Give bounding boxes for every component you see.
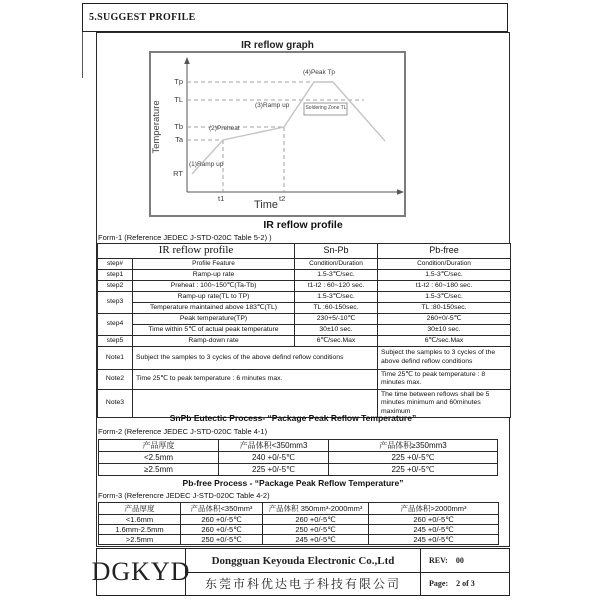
cell: 245 +0/-5℃ (369, 525, 499, 535)
cell: Time 25℃ to peak temperature : 6 minutes max. (133, 369, 378, 389)
cell: Subject the samples to 3 cycles of the above defind reflow conditions (378, 346, 511, 369)
company-name-cn: 东莞市科优达电子科技有限公司 (204, 577, 401, 591)
company-logo: DGKYD (97, 549, 186, 595)
form3-header: 产品体积 350mm³-2000mm³ (263, 503, 369, 515)
cell: 1.5-3℃/sec. (378, 269, 511, 280)
cell: t1-t2 : 60~120 sec. (295, 280, 378, 291)
cell: Ramp-up rate(TL to TP) (133, 291, 295, 302)
page-title-box (82, 3, 508, 32)
cell: 6℃/sec.Max (295, 335, 378, 346)
cell: step1 (98, 269, 133, 280)
ytick-ta: Ta (175, 135, 183, 144)
footer-company-block (186, 549, 421, 595)
footer-rev-page-block (421, 549, 509, 595)
form1-subheader-pbfree: Condition/Duration (378, 258, 511, 269)
cell: Peak temperature(TP) (133, 313, 295, 324)
cell: 6℃/sec.Max (378, 335, 511, 346)
form3-header: 产品厚度 (99, 503, 181, 515)
form3-header: 产品体积>2000mm³ (369, 503, 499, 515)
table-row (99, 525, 499, 535)
section3-title: Pb-free Process - “Package Peak Reflow Temperature” (182, 478, 404, 488)
cell: Ramp-down rate (133, 335, 295, 346)
form2-header: 产品体积<350mm3 (219, 440, 329, 452)
table-row (98, 369, 511, 389)
form3-label: Form-3 (Referencre JEDEC J-STD-020C Table 4-2) (98, 491, 270, 500)
cell: 30±10 sec. (295, 324, 378, 335)
left-border-remnant (82, 32, 83, 78)
x-axis-title: Time (253, 199, 279, 211)
cell: 260 +0/-5℃ (369, 515, 499, 525)
xtick-t2: t2 (279, 194, 286, 203)
cell: step2 (98, 280, 133, 291)
ytick-rt: RT (173, 169, 183, 178)
form1-header-snpb: Sn-Pb (295, 244, 378, 259)
cell: 260 +0/-5℃ (181, 515, 263, 525)
cell: 1.5-3℃/sec. (295, 291, 378, 302)
annotation-ramp-up-1: (1)Ramp up (189, 161, 224, 168)
form3-header: 产品体积<350mm³ (181, 503, 263, 515)
cell: Note3 (98, 389, 133, 417)
soldering-zone-label: Soldering Zone TL (305, 105, 347, 111)
cell: Note2 (98, 369, 133, 389)
cell: 225 +0/-5℃ (329, 464, 498, 476)
cell: >2.5mm (99, 535, 181, 545)
y-axis-arrow-icon (184, 57, 190, 64)
cell: 1.5-3℃/sec. (295, 269, 378, 280)
table-row (98, 313, 511, 324)
cell: step4 (98, 313, 133, 335)
table-row (98, 280, 511, 291)
form3-table (98, 502, 499, 545)
table-row (98, 346, 511, 369)
cell: 260 +0/-5℃ (181, 525, 263, 535)
form1-label: Form-1 (Reference JEDEC J-STD-020C Table 5-2) ) (98, 233, 272, 242)
cell: 30±10 sec. (378, 324, 511, 335)
cell: t1-t2 : 60~180 sec. (378, 280, 511, 291)
cell: 225 +0/-5℃ (329, 452, 498, 464)
rev-label: REV: (429, 556, 448, 565)
table-row (99, 464, 498, 476)
cell: 260 +0/-5℃ (263, 515, 369, 525)
cell: Time within 5℃ of actual peak temperature (133, 324, 295, 335)
graph-title: IR reflow graph (241, 40, 314, 51)
form1-subheader-snpb: Condition/Duration (295, 258, 378, 269)
cell: Time 25℃ to peak temperature : 8 minutes max. (378, 369, 511, 389)
page-value: 2 of 3 (456, 579, 475, 588)
form1-subheader-step: step# (98, 258, 133, 269)
company-name-en: Dongguan Keyouda Electronic Co.,Ltd (211, 554, 395, 567)
cell: 250 +0/-5℃ (263, 525, 369, 535)
table-row (98, 324, 511, 335)
section2-title: SnPb Eutectic Process- “Package Peak Reflow Temperature” (169, 413, 417, 423)
cell: 250 +0/-5℃ (181, 535, 263, 545)
y-axis-title: Temperature (151, 100, 162, 154)
cell: Temperature maintained above 183℃(TL) (133, 302, 295, 313)
cell: step3 (98, 291, 133, 313)
cell: <2.5mm (99, 452, 219, 464)
page-title: 5.SUGGEST PROFILE (89, 12, 196, 23)
form1-table (97, 243, 511, 418)
annotation-ramp-up-3: (3)Ramp up (255, 102, 290, 109)
table-row (98, 335, 511, 346)
table-row (98, 302, 511, 313)
table-row (99, 452, 498, 464)
cell: 260+0/-5℃ (378, 313, 511, 324)
form1-subheader-feature: Profile Feature (133, 258, 295, 269)
ytick-tp: Tp (174, 77, 183, 86)
ytick-tb: Tb (174, 122, 183, 131)
cell: Subject the samples to 3 cycles of the above defind reflow conditions (133, 346, 378, 369)
form1-header-pbfree: Pb-free (378, 244, 511, 259)
cell: ≥2.5mm (99, 464, 219, 476)
cell: 245 +0/-5℃ (263, 535, 369, 545)
table-row (98, 269, 511, 280)
x-axis-arrow-icon (397, 189, 404, 195)
footer (91, 548, 510, 596)
cell: Note1 (98, 346, 133, 369)
ir-reflow-graph (149, 51, 406, 217)
annotation-peak: (4)Peak Tp (303, 69, 336, 76)
cell: 1.5-3℃/sec. (378, 291, 511, 302)
graph-canvas (151, 53, 404, 215)
section1-title: IR reflow profile (263, 219, 343, 231)
ytick-tl: TL (174, 95, 183, 104)
cell: TL :80-150sec. (378, 302, 511, 313)
cell: The time between reflows shall be 5 minutes minimum and 60minutes maximum (378, 389, 511, 417)
cell: Preheat : 100~150℃(Ta-Tb) (133, 280, 295, 291)
xtick-t1: t1 (218, 194, 225, 203)
cell: 230+5/-10℃ (295, 313, 378, 324)
form2-label: Form-2 (Reference JEDEC J-STD-020C Table 4-1) (98, 427, 268, 436)
form2-header: 产品体积≥350mm3 (329, 440, 498, 452)
annotation-preheat: (2)Preheat (209, 125, 240, 132)
cell: 245 +0/-5℃ (369, 535, 499, 545)
table-row (99, 535, 499, 545)
cell: Ramp-up rate (133, 269, 295, 280)
cell: 1.6mm-2.5mm (99, 525, 181, 535)
table-row (98, 291, 511, 302)
page-label: Page: (429, 579, 449, 588)
cell: <1.6mm (99, 515, 181, 525)
table-row (99, 515, 499, 525)
cell: 225 +0/-5℃ (219, 464, 329, 476)
cell: 240 +0/-5℃ (219, 452, 329, 464)
cell: TL :60-150sec. (295, 302, 378, 313)
cell: step5 (98, 335, 133, 346)
form2-header: 产品厚度 (99, 440, 219, 452)
rev-value: 00 (455, 556, 464, 565)
form2-table (98, 439, 498, 476)
form1-header-group: IR reflow profile (98, 244, 295, 259)
